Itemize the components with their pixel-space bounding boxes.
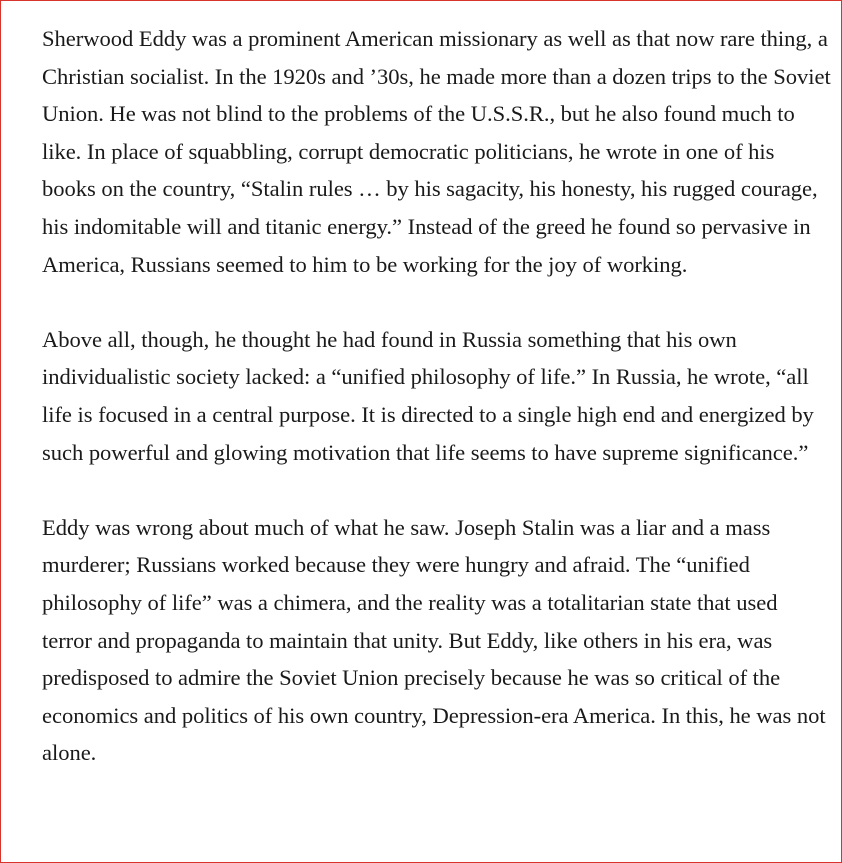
paragraph-1: Sherwood Eddy was a prominent American missionary as well as that now rare thing, a Christian socialist. In the 1920s and ’30s, he made more than a dozen trips to the Soviet Union. He was not blind to the problems of the U.S.S.R., but he also found much to like. In place of squabbling, corrupt democratic politicians, he wrote in one of his books on the country, “Stalin rules … by his sagacity, his honesty, his rugged courage, his indomitable will and titanic energy.” Instead of the greed he found so pervasive in America, Russians seemed to him to be working for the joy of working.: [42, 26, 831, 277]
paragraph-2: Above all, though, he thought he had found in Russia something that his own individualistic society lacked: a “unified philosophy of life.” In Russia, he wrote, “all life is focused in a central purpose. It is directed to a single high end and energized by such powerful and glowing motivation that life seems to have supreme significance.”: [42, 326, 814, 465]
paragraph-3: Eddy was wrong about much of what he saw. Joseph Stalin was a liar and a mass murderer; Russians worked because they were hungry and afraid. The “unified philosophy of life” was a chimera, and the reality was a totalitarian state that used terror and propaganda to maintain that unity. But Eddy, like others in his era, was predisposed to admire the Soviet Union precisely because he was so critical of the economics and politics of his own country, Depression-era America. In this, he was not alone.: [42, 514, 826, 766]
article-body: [42, 20, 832, 809]
